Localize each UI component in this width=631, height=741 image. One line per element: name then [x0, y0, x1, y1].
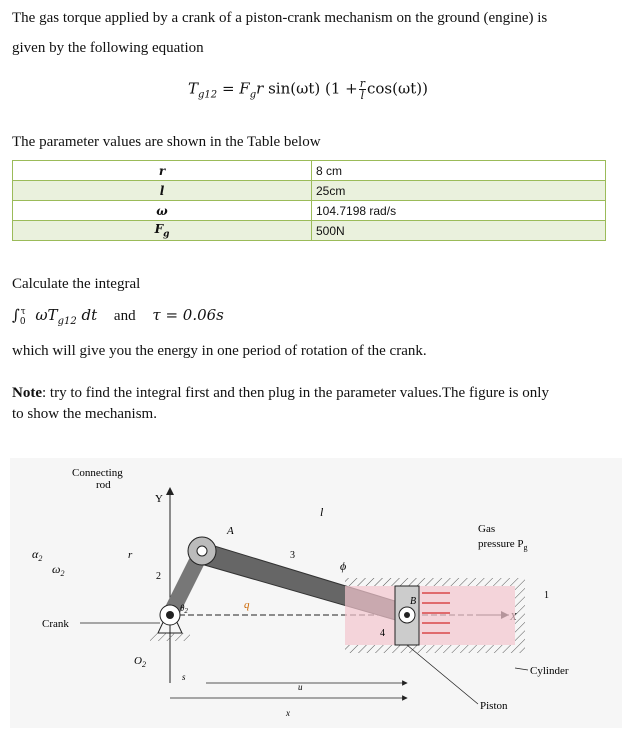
y-axis-label: Y — [155, 493, 163, 505]
param-row-l — [13, 181, 606, 201]
label-1: 1 — [544, 590, 549, 601]
integral-tau: τ = 0.06s — [152, 306, 224, 324]
label-pressure-sub: g — [523, 543, 528, 552]
eq-fraction — [359, 78, 366, 101]
crank-pivot-o2-pin — [166, 611, 174, 619]
cylinder-wall-bottom — [345, 645, 515, 653]
param-symbol-fg-sub: g — [163, 229, 170, 240]
label-x: x — [286, 708, 290, 718]
ground-hatch — [150, 633, 190, 641]
label-q: q — [244, 599, 250, 611]
label-alpha-sub: 2 — [38, 554, 43, 563]
label-omega-sub: 2 — [60, 569, 65, 578]
label-b: B — [410, 596, 417, 607]
label-u: u — [298, 682, 303, 692]
eq-lhs-sub: g12 — [198, 89, 218, 101]
eq-f-sub: g — [249, 89, 257, 101]
integral-upper: τ — [20, 307, 26, 317]
label-theta-main: θ — [180, 603, 185, 613]
param-symbol-fg-main: F — [154, 221, 164, 236]
integral-and: and — [113, 308, 136, 324]
param-value-omega: 104.7198 rad/s — [312, 201, 606, 221]
label-pressure — [478, 538, 528, 552]
energy-text: which will give you the energy in one period of rotation of the crank. — [12, 343, 427, 359]
cylinder-wall-end — [515, 578, 525, 653]
label-omega-main: ω — [52, 562, 61, 576]
label-3: 3 — [290, 550, 295, 561]
label-theta-sub: 2 — [184, 607, 188, 615]
param-symbol-r: r — [13, 161, 312, 181]
torque-equation — [188, 78, 428, 101]
label-l: l — [320, 505, 324, 519]
label-crank: Crank — [42, 618, 69, 630]
integral-body: ωT — [35, 306, 58, 324]
param-value-r: 8 cm — [312, 161, 606, 181]
label-r: r — [128, 549, 133, 561]
eq-cos: cos(ωt)) — [366, 79, 428, 98]
parameter-table — [12, 160, 606, 241]
label-phi: ϕ — [340, 559, 347, 573]
intro-line-2: given by the following equation — [12, 40, 204, 56]
joint-b-pin — [404, 612, 410, 618]
label-a: A — [227, 525, 234, 537]
param-row-r — [13, 161, 606, 181]
param-symbol-omega: ω — [13, 201, 312, 221]
eq-frac-num: r — [359, 77, 365, 90]
integral-expression — [12, 306, 224, 327]
eq-equals: = — [221, 79, 235, 98]
label-connecting-rod: Connecting — [72, 467, 123, 479]
label-rod: rod — [96, 479, 111, 491]
label-pressure-main: pressure P — [478, 538, 524, 550]
param-symbol-fg — [13, 221, 312, 241]
table-intro: The parameter values are shown in the Table below — [12, 134, 321, 150]
label-piston: Piston — [480, 700, 508, 712]
calc-label: Calculate the integral — [12, 276, 141, 292]
label-cylinder: Cylinder — [530, 665, 569, 677]
label-alpha-main: α — [32, 547, 39, 561]
eq-f: F — [239, 79, 250, 98]
param-symbol-l: l — [13, 181, 312, 201]
intro-line-1: The gas torque applied by a crank of a piston-crank mechanism on the ground (engine) is — [12, 10, 548, 26]
param-row-fg — [13, 221, 606, 241]
eq-open: (1 + — [324, 79, 358, 98]
param-value-l: 25cm — [312, 181, 606, 201]
label-s: s — [182, 672, 186, 682]
label-o2-sub: 2 — [141, 660, 146, 669]
eq-lhs: T — [188, 79, 199, 98]
integral-lower: 0 — [19, 317, 26, 327]
label-2: 2 — [156, 571, 161, 582]
integral-sign: ∫ — [12, 306, 20, 324]
param-row-omega — [13, 201, 606, 221]
label-o2-main: O — [134, 655, 142, 667]
joint-a-pin — [197, 546, 207, 556]
eq-sin: sin(ωt) — [268, 79, 321, 98]
cylinder-chamber — [345, 586, 515, 645]
label-4: 4 — [380, 628, 385, 639]
integral-dt: dt — [81, 306, 98, 324]
mechanism-figure — [10, 458, 622, 728]
cylinder-wall-top — [345, 578, 515, 586]
eq-frac-den: l — [360, 89, 365, 102]
note-text-1: : try to find the integral first and then plug in the parameter values.The figure is only — [42, 385, 549, 401]
eq-r: r — [256, 79, 264, 98]
note-label: Note — [12, 385, 42, 401]
note-line-1 — [12, 383, 549, 403]
integral-body-sub: g12 — [57, 316, 77, 327]
param-value-fg: 500N — [312, 221, 606, 241]
label-gas: Gas — [478, 523, 496, 535]
note-line-2: to show the mechanism. — [12, 406, 157, 422]
